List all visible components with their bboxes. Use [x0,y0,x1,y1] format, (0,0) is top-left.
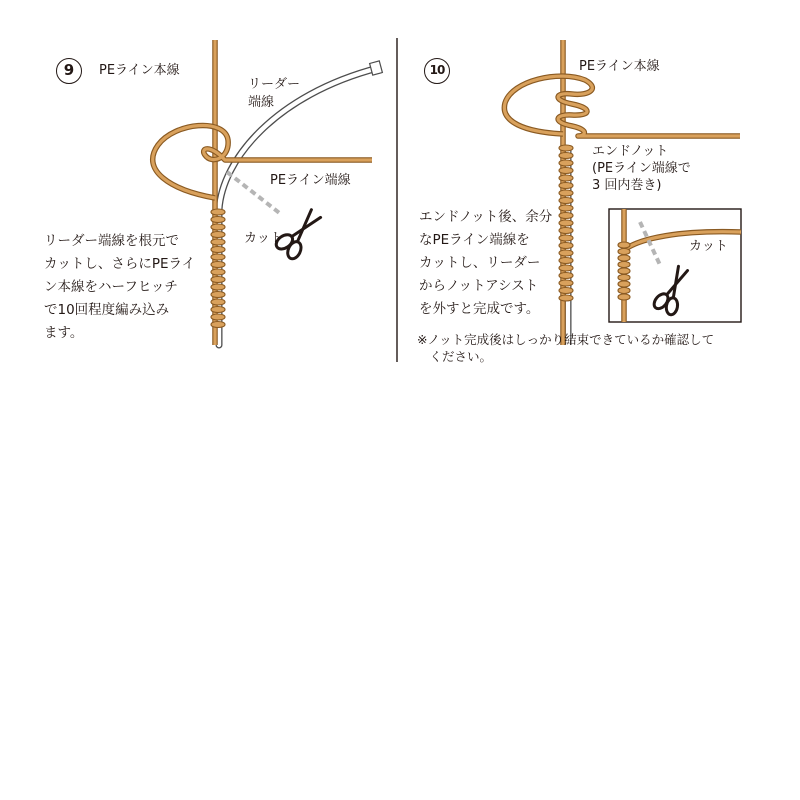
coil-turn [618,275,630,281]
coil-turn [618,242,630,248]
step9-leader-line [219,61,382,345]
step9-label-leader-end: リーダー 端線 [248,77,301,110]
coil-turn [211,322,225,328]
coil-turn [618,249,630,255]
step10-note: ※ノット完成後はしっかり結束できているか確認して ください。 [417,332,715,364]
coil-turn [559,235,573,241]
coil-turn [211,232,225,238]
step9-number: 9 [56,58,82,84]
coil-turn [211,247,225,253]
coil-turn [618,294,630,300]
coil-turn [211,224,225,230]
step10-label-end-knot: エンドノット (PEライン端線で 3 回内巻き) [592,144,691,193]
step9-label-pe-end: PEライン端線 [270,173,351,188]
coil-turn [211,262,225,268]
coil-turn [211,299,225,305]
coil-turn [559,168,573,174]
coil-turn [559,288,573,294]
step10-number: 10 [424,58,450,84]
coil-turn [211,314,225,320]
coil-turn [559,243,573,249]
step9-label-cut: カット [244,231,283,246]
step10-end-knot [504,76,740,136]
coil-turn [559,153,573,159]
step9-label-pe-main: PEライン本線 [99,63,180,78]
coil-turn [559,160,573,166]
coil-turn [211,307,225,313]
coil-turn [211,254,225,260]
coil-turn [559,258,573,264]
coil-turn [618,281,630,287]
coil-turn [618,255,630,261]
coil-turn [211,292,225,298]
coil-turn [559,273,573,279]
coil-turn [559,183,573,189]
coil-turn [211,277,225,283]
step9-description: リーダー端線を根元で カットし、さらにPEライ ン本線をハーフヒッチ で10回程度編み込み ます。 [44,233,196,341]
coil-turn [211,209,225,215]
step10-label-cut: カット [689,239,728,254]
coil-turn [211,269,225,275]
coil-turn [618,268,630,274]
coil-turn [559,205,573,211]
coil-turn [559,220,573,226]
step10-half-hitch-coils [559,145,573,301]
coil-turn [559,265,573,271]
coil-turn [559,198,573,204]
coil-turn [211,284,225,290]
coil-turn [618,262,630,268]
coil-turn [559,190,573,196]
coil-turn [559,228,573,234]
coil-turn [618,288,630,294]
coil-turn [559,213,573,219]
coil-turn [211,239,225,245]
coil-turn [559,175,573,181]
coil-turn [559,280,573,286]
coil-turn [211,217,225,223]
coil-turn [559,295,573,301]
coil-turn [559,250,573,256]
step10-label-pe-main: PEライン本線 [579,59,660,74]
step10-description: エンドノット後、余分 なPEライン端線を カットし、リーダー からノットアシスト を外すと完成です。 [419,209,553,317]
coil-turn [559,145,573,151]
